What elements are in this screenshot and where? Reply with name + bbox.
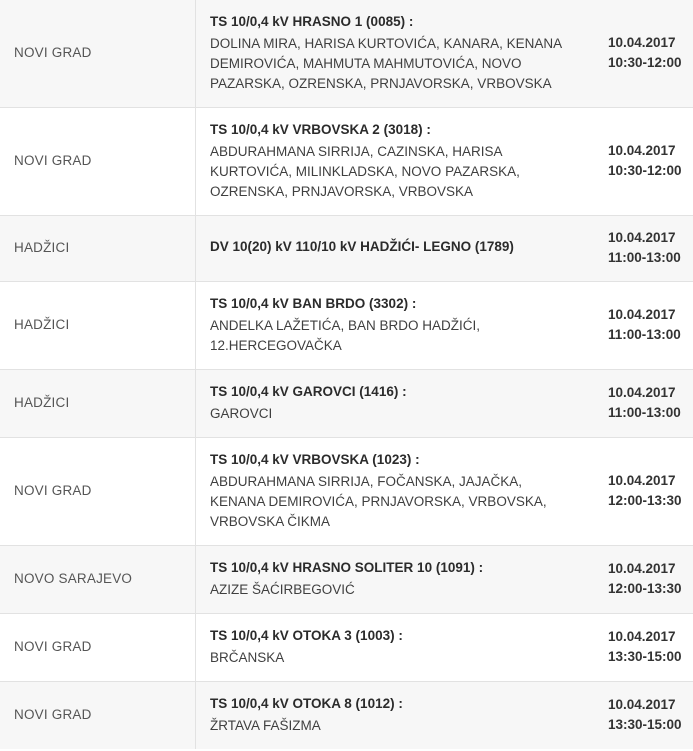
table-row xyxy=(0,438,693,546)
row-description-title: DV 10(20) kV 110/10 kV HADŽIĆI- LEGNO (1789) xyxy=(210,239,514,254)
table-row xyxy=(0,0,693,108)
row-time-range: 12:00-13:30 xyxy=(608,493,682,508)
table-row xyxy=(0,614,693,682)
row-area: NOVI GRAD xyxy=(0,438,196,546)
row-datetime xyxy=(594,438,693,546)
row-date: 10.04.2017 xyxy=(608,629,676,644)
table-row xyxy=(0,282,693,370)
row-description-title: TS 10/0,4 kV HRASNO 1 (0085) : xyxy=(210,14,414,29)
row-datetime xyxy=(594,0,693,108)
row-time-range: 12:00-13:30 xyxy=(608,581,682,596)
row-description xyxy=(196,0,595,108)
table-row xyxy=(0,108,693,216)
row-time-range: 10:30-12:00 xyxy=(608,55,682,70)
row-description-streets: ABDURAHMANA SIRRIJA, FOČANSKA, JAJAČKA, KENANA DEMIROVIĆA, PRNJAVORSKA, VRBOVSKA, VRBOVSKA ČIKMA xyxy=(210,474,547,529)
row-datetime xyxy=(594,370,693,438)
row-area: NOVI GRAD xyxy=(0,0,196,108)
row-area: HADŽICI xyxy=(0,370,196,438)
row-description xyxy=(196,682,595,750)
row-description-streets: GAROVCI xyxy=(210,406,273,421)
row-date: 10.04.2017 xyxy=(608,230,676,245)
row-datetime xyxy=(594,216,693,282)
row-date: 10.04.2017 xyxy=(608,385,676,400)
row-datetime xyxy=(594,614,693,682)
row-time-range: 11:00-13:00 xyxy=(608,250,681,265)
row-time-range: 11:00-13:00 xyxy=(608,405,681,420)
row-date: 10.04.2017 xyxy=(608,561,676,576)
row-description xyxy=(196,614,595,682)
row-datetime xyxy=(594,546,693,614)
row-description xyxy=(196,370,595,438)
row-description-title: TS 10/0,4 kV VRBOVSKA 2 (3018) : xyxy=(210,122,431,137)
row-description-title: TS 10/0,4 kV OTOKA 3 (1003) : xyxy=(210,628,403,643)
row-description-title: TS 10/0,4 kV GAROVCI (1416) : xyxy=(210,384,407,399)
row-description-title: TS 10/0,4 kV BAN BRDO (3302) : xyxy=(210,296,417,311)
row-description xyxy=(196,546,595,614)
row-description-streets: AZIZE ŠAĆIRBEGOVIĆ xyxy=(210,582,355,597)
row-date: 10.04.2017 xyxy=(608,143,676,158)
row-time-range: 13:30-15:00 xyxy=(608,717,682,732)
row-date: 10.04.2017 xyxy=(608,697,676,712)
row-area: HADŽICI xyxy=(0,216,196,282)
row-description xyxy=(196,216,595,282)
row-description xyxy=(196,108,595,216)
table-row xyxy=(0,370,693,438)
row-date: 10.04.2017 xyxy=(608,307,676,322)
row-area: NOVI GRAD xyxy=(0,682,196,750)
row-datetime xyxy=(594,282,693,370)
row-description-streets: ANDELKA LAŽETIĆA, BAN BRDO HADŽIĆI, 12.HERCEGOVAČKA xyxy=(210,318,481,353)
row-area: NOVO SARAJEVO xyxy=(0,546,196,614)
row-description-streets: BRČANSKA xyxy=(210,650,285,665)
row-date: 10.04.2017 xyxy=(608,35,676,50)
row-datetime xyxy=(594,682,693,750)
table-row xyxy=(0,216,693,282)
row-description xyxy=(196,282,595,370)
row-description-title: TS 10/0,4 kV OTOKA 8 (1012) : xyxy=(210,696,403,711)
table-row xyxy=(0,546,693,614)
row-datetime xyxy=(594,108,693,216)
row-time-range: 11:00-13:00 xyxy=(608,327,681,342)
row-description-streets: ABDURAHMANA SIRRIJA, CAZINSKA, HARISA KURTOVIĆA, MILINKLADSKA, NOVO PAZARSKA, OZRENSKA, PRNJAVORSKA, VRBOVSKA xyxy=(210,144,520,199)
row-description-streets: DOLINA MIRA, HARISA KURTOVIĆA, KANARA, KENANA DEMIROVIĆA, MAHMUTA MAHMUTOVIĆA, NOVO PAZARSKA, OZRENSKA, PRNJAVORSKA, VRBOVSKA xyxy=(210,36,562,91)
row-description-title: TS 10/0,4 kV HRASNO SOLITER 10 (1091) : xyxy=(210,560,484,575)
row-description-title: TS 10/0,4 kV VRBOVSKA (1023) : xyxy=(210,452,420,467)
row-time-range: 13:30-15:00 xyxy=(608,649,682,664)
row-date: 10.04.2017 xyxy=(608,473,676,488)
row-area: HADŽICI xyxy=(0,282,196,370)
table-row xyxy=(0,682,693,750)
row-time-range: 10:30-12:00 xyxy=(608,163,682,178)
row-area: NOVI GRAD xyxy=(0,108,196,216)
row-area: NOVI GRAD xyxy=(0,614,196,682)
row-description xyxy=(196,438,595,546)
row-description-streets: ŽRTAVA FAŠIZMA xyxy=(210,718,321,733)
